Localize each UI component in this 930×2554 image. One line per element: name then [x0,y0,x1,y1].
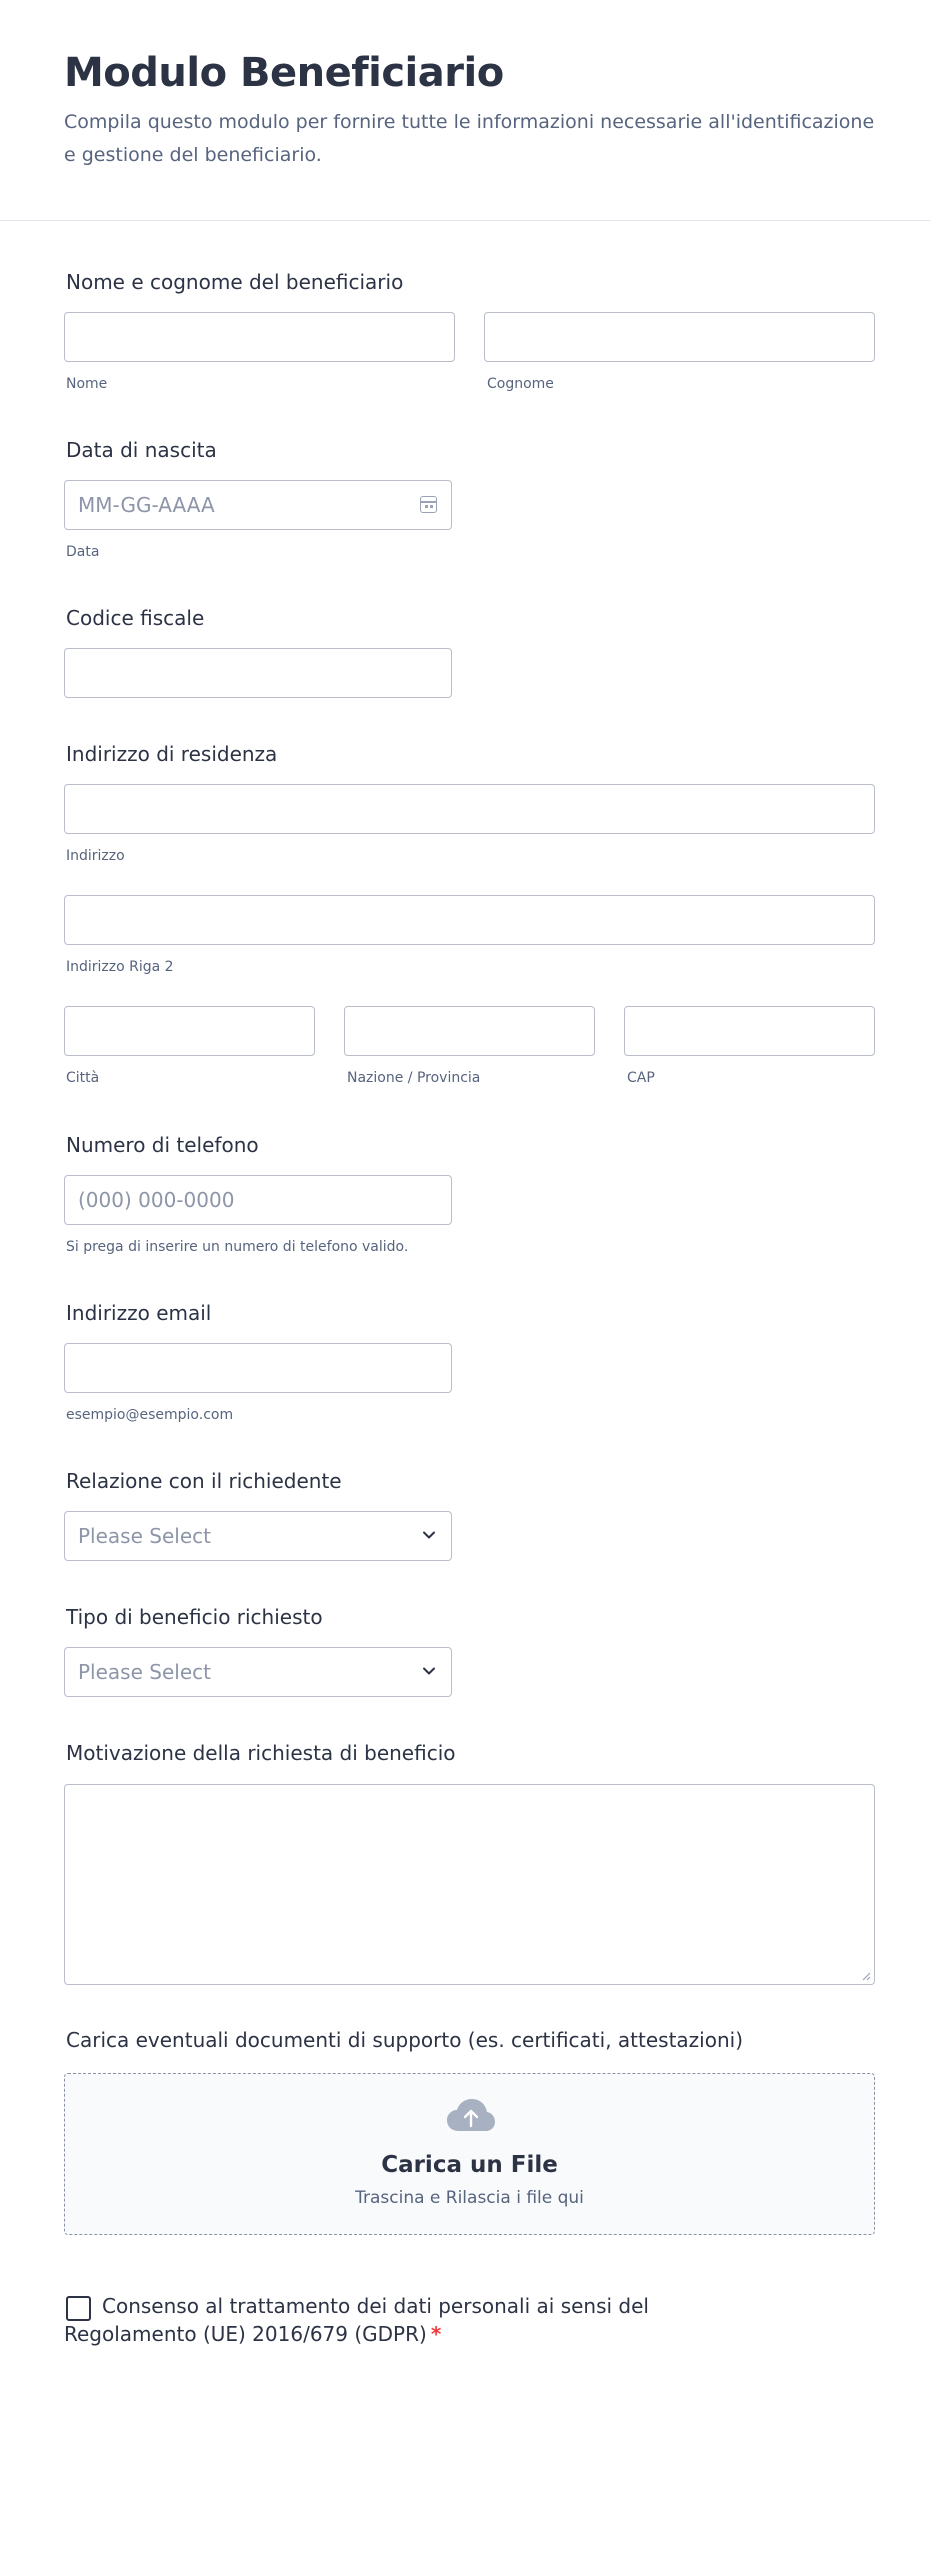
form-subtitle: Compila questo modulo per fornire tutte le informazioni necessarie all'identificazione e gestione del beneficiario. [64,111,875,166]
city-sublabel: Città [66,1070,100,1086]
address-line1-input[interactable] [64,784,875,834]
phone-placeholder: (000) 000-0000 [78,1188,235,1212]
address-line1-sublabel: Indirizzo [66,848,125,864]
last-name-sublabel: Cognome [487,376,554,392]
birth-date-label: Data di nascita [66,438,217,462]
form-title: Modulo Beneficiario [64,50,504,96]
benefit-type-select[interactable] [64,1647,452,1697]
address-label: Indirizzo di residenza [66,742,278,766]
city-input[interactable] [64,1006,315,1056]
state-sublabel: Nazione / Provincia [347,1070,481,1086]
email-label: Indirizzo email [66,1301,212,1325]
relationship-label: Relazione con il richiedente [66,1469,342,1493]
consent-text: Consenso al trattamento dei dati personali ai sensi del Regolamento (UE) 2016/679 (GDPR) [64,2294,649,2346]
relationship-selected-value: Please Select [78,1524,211,1548]
resize-handle-icon[interactable] [861,1971,871,1981]
email-input[interactable] [64,1343,452,1393]
zip-sublabel: CAP [627,1070,655,1086]
upload-label: Carica eventuali documenti di supporto (es. certificati, attestazioni) [66,2028,744,2052]
tax-code-input[interactable] [64,648,452,698]
calendar-icon[interactable] [420,496,437,513]
last-name-input[interactable] [484,312,875,362]
required-asterisk: * [430,2322,442,2346]
upload-title: Carica un File [381,2152,558,2178]
file-upload-dropzone[interactable] [64,2073,875,2235]
first-name-sublabel: Nome [66,376,108,392]
phone-input[interactable] [64,1175,452,1225]
address-line2-sublabel: Indirizzo Riga 2 [66,959,174,975]
form-header [0,0,930,221]
chevron-down-icon [419,1525,439,1545]
phone-label: Numero di telefono [66,1133,259,1157]
cloud-upload-icon [446,2098,496,2134]
full-name-label: Nome e cognome del beneficiario [66,270,404,294]
email-sublabel: esempio@esempio.com [66,1407,234,1423]
upload-subtitle: Trascina e Rilascia i file qui [355,2188,584,2208]
motivation-textarea[interactable] [64,1784,875,1985]
phone-sublabel: Si prega di inserire un numero di telefono valido. [66,1239,409,1255]
zip-input[interactable] [624,1006,875,1056]
motivation-label: Motivazione della richiesta di beneficio [66,1741,456,1765]
benefit-type-label: Tipo di beneficio richiesto [66,1605,323,1629]
tax-code-label: Codice fiscale [66,606,205,630]
birth-date-sublabel: Data [66,544,100,560]
state-input[interactable] [344,1006,595,1056]
chevron-down-icon [419,1661,439,1681]
relationship-select[interactable] [64,1511,452,1561]
birth-date-placeholder: MM-GG-AAAA [78,493,215,517]
address-line2-input[interactable] [64,895,875,945]
benefit-type-selected-value: Please Select [78,1660,211,1684]
birth-date-input[interactable] [64,480,452,530]
first-name-input[interactable] [64,312,455,362]
consent-label [64,2292,764,2348]
